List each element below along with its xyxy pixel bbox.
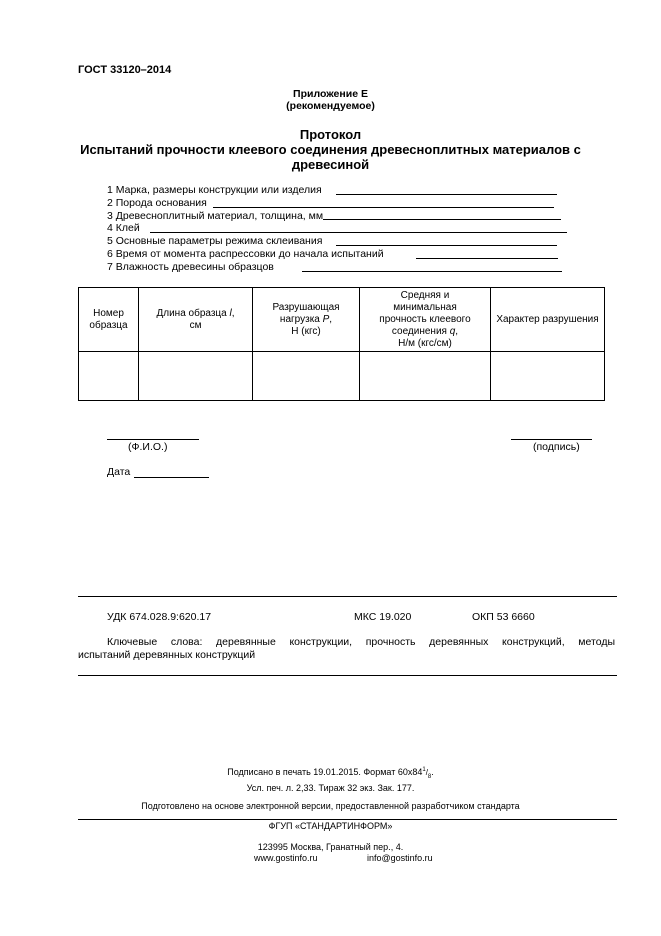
protocol-subtitle (0, 142, 661, 172)
fill-line[interactable] (323, 219, 561, 220)
field-brand (107, 184, 587, 197)
appendix-title: Приложение Е (293, 88, 368, 100)
header-text: соединения (391, 325, 450, 337)
field-label: 6 Время от момента распрессовки до начала испытаний (107, 247, 384, 260)
field-time (107, 248, 587, 261)
fill-line[interactable] (336, 245, 557, 246)
field-bonding-params (107, 235, 587, 248)
header-text: Разрушающая (272, 301, 340, 313)
header-text: Средняя и (400, 289, 450, 301)
col-failure (491, 288, 605, 352)
appendix-note: (рекомендуемое) (286, 100, 375, 112)
header-text: см (189, 319, 202, 331)
header-var: q (449, 325, 456, 337)
header-text: Номер (93, 307, 124, 319)
table-header-row (79, 288, 605, 352)
field-material (107, 210, 587, 223)
field-label: 1 Марка, размеры конструкции или изделия (107, 184, 322, 196)
fio-label: (Ф.И.О.) (128, 441, 168, 453)
keywords-line1: Ключевые слова: деревянные конструкции, прочность деревянных конструкций, методы (107, 636, 615, 648)
header-var: P (322, 313, 330, 325)
header-text: минимальная (393, 301, 457, 313)
header-text: Н (кгс) (291, 325, 321, 337)
keywords-line2: испытаний деревянных конструкций (78, 649, 256, 661)
field-label: 7 Влажность древесины образцов (107, 260, 274, 273)
imprint-address: 123995 Москва, Гранатный пер., 4. (257, 842, 404, 852)
imprint-signed-end: . (431, 767, 434, 777)
protocol-fields (107, 184, 587, 274)
table-cell[interactable] (139, 352, 253, 401)
header-text: Длина образца (156, 307, 230, 319)
fio-line[interactable] (107, 439, 199, 440)
header-text: , (329, 313, 333, 325)
standard-number: ГОСТ 33120–2014 (78, 64, 172, 76)
date-line[interactable] (134, 477, 209, 478)
table-cell[interactable] (253, 352, 360, 401)
imprint-email[interactable]: info@gostinfo.ru (367, 853, 433, 863)
field-label: 3 Древесноплитный материал, толщина, мм (107, 209, 324, 222)
col-strength (360, 288, 491, 352)
imprint-signed-text: Подписано в печать 19.01.2015. Формат 60x84 (227, 767, 423, 777)
okp: ОКП 53 6660 (472, 611, 535, 623)
fill-line[interactable] (150, 232, 567, 233)
table-row (79, 352, 605, 401)
divider-bottom (78, 675, 617, 676)
field-label: 2 Порода основания (107, 196, 207, 209)
fill-line[interactable] (416, 258, 558, 259)
imprint-prepared: Подготовлено на основе электронной версии, предоставленной разработчиком стандарта (141, 801, 520, 811)
field-label: 4 Клей (107, 222, 140, 235)
field-moisture (107, 261, 587, 274)
field-glue (107, 222, 587, 235)
format-frac-den: 8 (427, 773, 432, 780)
results-table (78, 287, 605, 401)
divider-top (78, 596, 617, 597)
protocol-subtitle-line2: древесиной (291, 157, 370, 172)
header-text: Характер разрушения (496, 313, 599, 325)
signature-line[interactable] (511, 439, 592, 440)
imprint-publisher: ФГУП «СТАНДАРТИНФОРМ» (268, 821, 393, 831)
format-frac-num: 1 (422, 767, 426, 773)
fill-line[interactable] (213, 207, 554, 208)
table-cell[interactable] (491, 352, 605, 401)
divider-imprint (78, 819, 617, 820)
fill-line[interactable] (302, 271, 562, 272)
appendix-heading (0, 88, 661, 112)
field-base-species (107, 197, 587, 210)
header-text: , (455, 325, 459, 337)
imprint-website[interactable]: www.gostinfo.ru (254, 853, 318, 863)
imprint-signed: Подписано в печать 19.01.2015. Формат $60x84^1/_8$. (227, 767, 434, 780)
header-text: Н/м (кгс/см) (398, 337, 452, 349)
header-text: образца (89, 319, 128, 331)
col-number (79, 288, 139, 352)
date-label: Дата (107, 466, 131, 478)
protocol-subtitle-line1: Испытаний прочности клеевого соединения древесноплитных материалов с (80, 142, 581, 157)
udk: УДК 674.028.9:620.17 (107, 611, 212, 623)
fill-line[interactable] (336, 194, 557, 195)
header-text: , (231, 307, 235, 319)
imprint-print-info: Усл. печ. л. 2,33. Тираж 32 экз. Зак. 177. (246, 783, 415, 793)
field-label: 5 Основные параметры режима склеивания (107, 235, 323, 248)
signature-label: (подпись) (533, 441, 580, 453)
table-cell[interactable] (79, 352, 139, 401)
protocol-title: Протокол (299, 127, 362, 142)
header-text: прочность клеевого (379, 313, 471, 325)
col-length (139, 288, 253, 352)
header-text: нагрузка (279, 313, 323, 325)
header-var: l (229, 307, 232, 319)
table-cell[interactable] (360, 352, 491, 401)
col-load (253, 288, 360, 352)
mks: МКС 19.020 (354, 611, 412, 623)
